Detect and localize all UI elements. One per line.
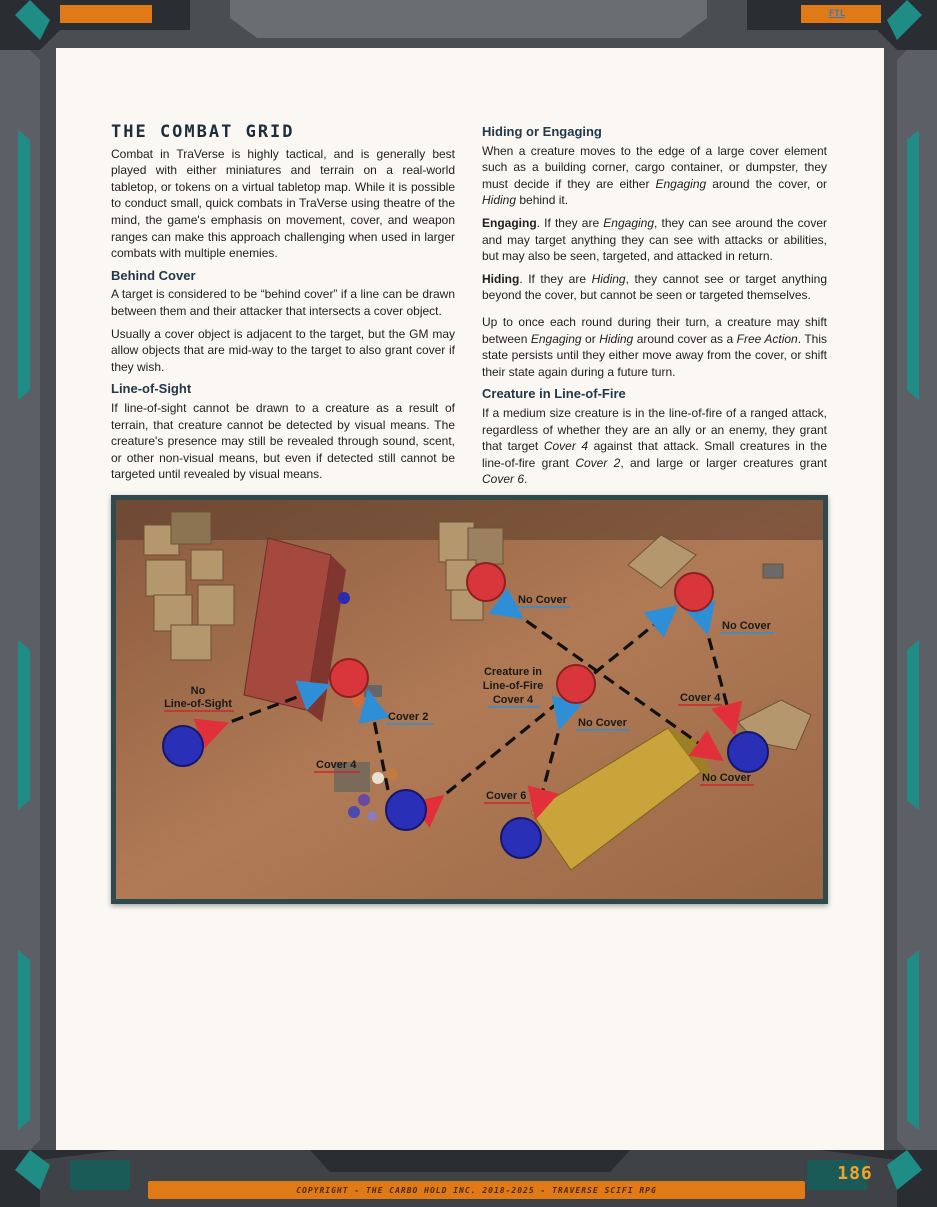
combat-grid-illustration <box>116 500 823 899</box>
enemy-token-top <box>467 563 505 601</box>
label-creature-lof-line2: Line-of-Fire <box>482 680 544 692</box>
small-blue-token <box>338 592 350 604</box>
ally-token-bottom <box>501 818 541 858</box>
right-column <box>482 124 827 494</box>
label-cover-6: Cover 6 <box>486 790 527 802</box>
hiding-engaging-heading: Hiding or Engaging <box>482 124 602 139</box>
copyright-text: COPYRIGHT - THE CARBO HOLD INC. 2018-2025 - TRAVERSE SCIFI RPG <box>296 1185 657 1195</box>
label-no-los-line2: Line-of-Sight <box>164 698 232 710</box>
page-number: 186 <box>837 1163 873 1184</box>
label-no-cover-middle: No Cover <box>578 717 627 729</box>
line-of-fire-heading: Creature in Line-of-Fire <box>482 386 626 402</box>
label-cover-2: Cover 2 <box>388 711 429 723</box>
label-creature-lof-line3: Cover 4 <box>492 694 534 706</box>
footer-bar <box>148 1181 805 1199</box>
line-of-fire-paragraph: If a medium size creature is in the line-of-fire of a ranged attack, regardless of whether they are an ally or an enemy, they grant that target Cover 4 against that attack. Small creatures in the line-of-fire grant Cover 2, and large or larger creatures grant Cover 6. <box>482 405 827 487</box>
left-column <box>111 124 455 489</box>
hiding-paragraph: Hiding. If they are Hiding, they cannot see or target anything beyond the cover, but cannot be seen or targeted themselves. <box>482 271 827 303</box>
label-no-cover-right-bottom: No Cover <box>702 772 751 784</box>
ftl-tag: FTL <box>828 9 846 19</box>
line-of-sight-paragraph: If line-of-sight cannot be drawn to a creature as a result of terrain, that creature cannot be detected by visual means. The creature's presence may still be revealed through sound, scent, or other non-visual means, but even if detected still cannot be targeted until revealed by visual means. <box>111 400 455 482</box>
behind-cover-paragraph-2: Usually a cover object is adjacent to the target, but the GM may allow objects that are mid-way to the target to also grant cover if they wish. <box>111 326 455 374</box>
label-no-cover-top: No Cover <box>518 594 567 606</box>
label-cover-4-left: Cover 4 <box>316 759 357 771</box>
page-title: THE COMBAT GRID <box>111 122 295 142</box>
enemy-token-left <box>330 659 368 697</box>
top-left-tab <box>60 5 152 23</box>
label-creature-lof-line1: Creature in <box>483 666 543 678</box>
hiding-engaging-paragraph: When a creature moves to the edge of a large cover element such as a building corner, cargo container, or dumpster, they must decide if they are either Engaging around the cover, or Hiding behind it. <box>482 143 827 208</box>
shift-paragraph: Up to once each round during their turn, a creature may shift between Engaging or Hiding around cover as a Free Action. This state persists until they either move away from the cover, or shift their state again during a future turn. <box>482 314 827 379</box>
ally-token-left <box>163 726 203 766</box>
label-cover-4-right: Cover 4 <box>680 692 721 704</box>
line-of-sight-heading: Line-of-Sight <box>111 381 192 397</box>
ally-token-center <box>386 790 426 830</box>
ally-token-right <box>728 732 768 772</box>
creature-in-line-of-fire-token <box>557 665 595 703</box>
combat-grid-figure <box>111 495 828 904</box>
label-no-los-line1: No <box>190 685 206 697</box>
behind-cover-heading: Behind Cover <box>111 267 196 283</box>
behind-cover-paragraph-1: A target is considered to be “behind cover” if a line can be drawn between them and their attacker that intersects a cover object. <box>111 287 455 318</box>
enemy-token-right <box>675 573 713 611</box>
engaging-paragraph: Engaging. If they are Engaging, they can see around the cover and may target anything they can see with attacks or abilities, but may also be seen, targeted, and attacked in return. <box>482 215 827 264</box>
label-no-cover-right-top: No Cover <box>722 620 771 632</box>
intro-paragraph: Combat in TraVerse is highly tactical, and is generally best played with either miniatures and terrain on a real-world tabletop, or tokens on a virtual tabletop map. While it is possible to conduct small, quick combats in TraVerse using theatre of the mind, the game's emphasis on movement, cover, and weapon ranges can make this approach challenging when used in larger combats with multiple enemies. <box>111 146 455 261</box>
